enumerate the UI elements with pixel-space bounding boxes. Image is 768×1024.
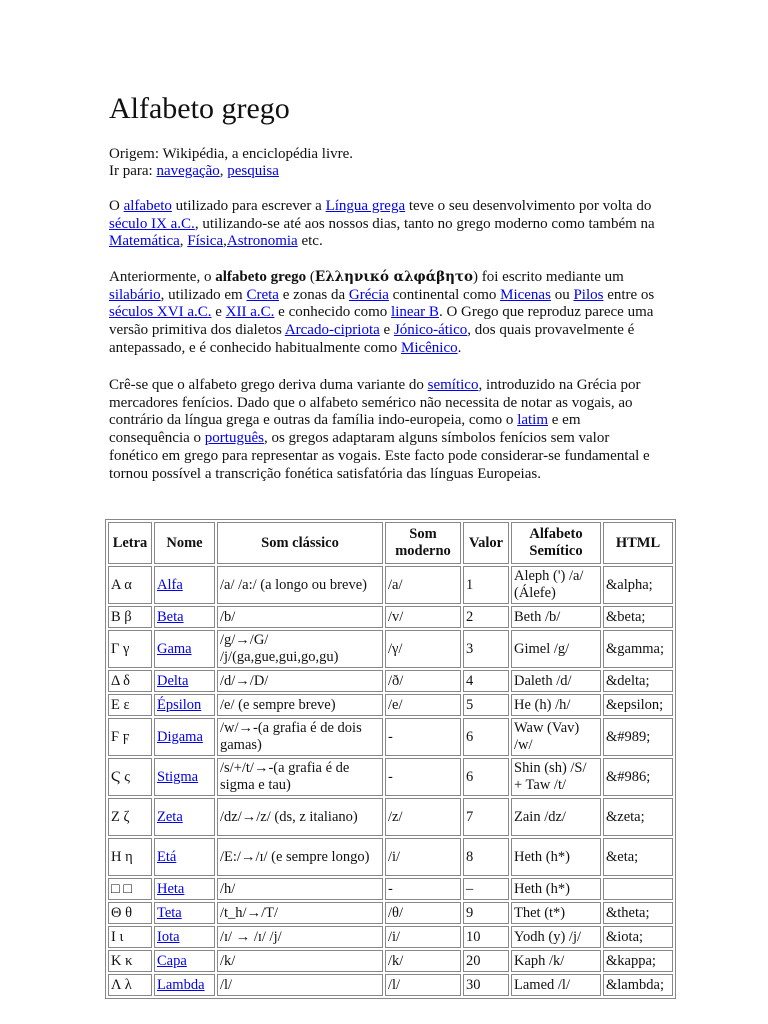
letter-name-link[interactable]: Delta	[157, 672, 189, 689]
cell-semitico: Yodh (y) /j/	[511, 926, 601, 948]
cell-semitico: Kaph /k/	[511, 950, 601, 972]
cell-valor: 3	[463, 630, 509, 668]
cell-moderno: /k/	[385, 950, 461, 972]
cell-nome	[154, 670, 215, 692]
link-matematica[interactable]: Matemática	[109, 233, 180, 250]
cell-som: /l/	[217, 974, 383, 996]
cell-valor: –	[463, 878, 509, 900]
cell-semitico: Heth (h*)	[511, 838, 601, 876]
cell-valor: 10	[463, 926, 509, 948]
cell-som: /k/	[217, 950, 383, 972]
cell-valor: 8	[463, 838, 509, 876]
cell-semitico: Daleth /d/	[511, 670, 601, 692]
cell-html: &eta;	[603, 838, 673, 876]
header-html: HTML	[603, 522, 673, 564]
cell-valor: 1	[463, 566, 509, 604]
link-micenico[interactable]: Micênico	[400, 339, 458, 356]
cell-nome	[154, 718, 215, 756]
letter-name-link[interactable]: Lambda	[157, 976, 205, 993]
goto-separator: ,	[219, 163, 228, 179]
header-valor: Valor	[463, 522, 509, 564]
letter-name-link[interactable]: Zeta	[157, 808, 183, 825]
cell-som: /ɪ/ → /ɪ/ /j/	[217, 926, 383, 948]
link-seculo-ix[interactable]: século IX a.C.	[109, 215, 195, 232]
table-row	[108, 630, 673, 668]
cell-semitico: Lamed /l/	[511, 974, 601, 996]
header-alfabeto-semitico: Alfabeto Semítico	[511, 522, 601, 564]
cell-nome	[154, 926, 215, 948]
cell-letra: Β β	[108, 606, 152, 628]
cell-nome	[154, 606, 215, 628]
letter-name-link[interactable]: Teta	[157, 904, 182, 921]
cell-moderno: /ð/	[385, 670, 461, 692]
cell-html: &alpha;	[603, 566, 673, 604]
link-xii-ac[interactable]: XII a.C.	[225, 304, 275, 321]
link-lingua-grega[interactable]: Língua grega	[325, 198, 406, 214]
link-pilos[interactable]: Pilos	[573, 286, 604, 303]
letter-name-link[interactable]: Heta	[157, 880, 185, 897]
cell-valor: 4	[463, 670, 509, 692]
link-portugues[interactable]: português	[204, 430, 264, 447]
cell-som: /d/→/D/	[217, 670, 383, 692]
table-row	[108, 694, 673, 716]
cell-valor: 6	[463, 758, 509, 796]
cell-nome	[154, 566, 215, 604]
cell-som: /a/ /a:/ (a longo ou breve)	[217, 566, 383, 604]
link-alfabeto[interactable]: alfabeto	[123, 198, 172, 214]
header-letra: Letra	[108, 522, 152, 564]
cell-letra: Θ θ	[108, 902, 152, 924]
table-row	[108, 798, 673, 836]
link-silabario[interactable]: silabário	[109, 286, 161, 303]
cell-nome	[154, 694, 215, 716]
link-linear-b[interactable]: linear B	[391, 304, 439, 321]
cell-html: &epsilon;	[603, 694, 673, 716]
table-row	[108, 606, 673, 628]
table-row	[108, 926, 673, 948]
page-title: Alfabeto grego	[109, 92, 290, 125]
table-row	[108, 670, 673, 692]
cell-letra: Δ δ	[108, 670, 152, 692]
cell-html: &beta;	[603, 606, 673, 628]
origin-paragraph: Crê-se que o alfabeto grego deriva duma variante do semítico, introduzido na Grécia por mercadores fenícios. Dado que o alfabeto semérico não necessita de notar as vogais, ao contrário da língua grega e outras da família indo-europeia, como o latim e em consequência o português, os gregos adaptaram alguns símbolos fenícios sem valor fonético em grego para representar as vogais. Este facto pode considerar-se fundamental e tornou possível a transcrição fonética satisfatória das línguas Europeias.	[109, 377, 650, 482]
cell-semitico: Waw (Vav) /w/	[511, 718, 601, 756]
table-row	[108, 758, 673, 796]
letter-name-link[interactable]: Stigma	[157, 768, 199, 785]
cell-semitico: Thet (t*)	[511, 902, 601, 924]
link-grecia[interactable]: Grécia	[348, 286, 389, 303]
cell-html: &theta;	[603, 902, 673, 924]
cell-moderno: /v/	[385, 606, 461, 628]
cell-som: /e/ (e sempre breve)	[217, 694, 383, 716]
link-jonico-atico[interactable]: Jónico-ático	[393, 322, 468, 339]
cell-letra: Ϛ ς	[108, 758, 152, 796]
table-row	[108, 718, 673, 756]
bold-term: alfabeto grego	[215, 269, 307, 285]
link-micenas[interactable]: Micenas	[500, 286, 551, 303]
cell-moderno: /γ/	[385, 630, 461, 668]
cell-nome	[154, 950, 215, 972]
letter-name-link[interactable]: Digama	[157, 728, 203, 745]
cell-letra: Η η	[108, 838, 152, 876]
cell-moderno: -	[385, 718, 461, 756]
letter-name-link[interactable]: Beta	[157, 608, 184, 625]
cell-som: /dz/→/z/ (ds, z italiano)	[217, 798, 383, 836]
cell-letra: Γ γ	[108, 630, 152, 668]
goto-line	[109, 163, 353, 180]
table-body	[108, 566, 673, 996]
cell-moderno: /i/	[385, 838, 461, 876]
navigation-link[interactable]: navegação	[156, 163, 220, 179]
cell-moderno: /a/	[385, 566, 461, 604]
cell-html: &kappa;	[603, 950, 673, 972]
cell-moderno: /z/	[385, 798, 461, 836]
cell-semitico: Beth /b/	[511, 606, 601, 628]
goto-label: Ir para:	[109, 163, 157, 179]
cell-som: /h/	[217, 878, 383, 900]
letter-name-link[interactable]: Épsilon	[157, 696, 202, 713]
cell-valor: 20	[463, 950, 509, 972]
article-meta	[109, 146, 353, 180]
cell-nome	[154, 902, 215, 924]
cell-html: &#989;	[603, 718, 673, 756]
cell-valor: 5	[463, 694, 509, 716]
cell-som: /s/+/t/→-(a grafia é de sigma e tau)	[217, 758, 383, 796]
link-semitico[interactable]: semítico	[427, 377, 479, 393]
link-fisica[interactable]: Física	[187, 233, 224, 250]
cell-semitico: Shin (sh) /S/ + Taw /t/	[511, 758, 601, 796]
cell-html: &zeta;	[603, 798, 673, 836]
cell-letra: Λ λ	[108, 974, 152, 996]
alphabet-table	[105, 519, 676, 999]
table-row	[108, 902, 673, 924]
cell-letra: Α α	[108, 566, 152, 604]
cell-letra: Ε ε	[108, 694, 152, 716]
cell-letra: Ζ ζ	[108, 798, 152, 836]
header-som-moderno: Som moderno	[385, 522, 461, 564]
cell-html: &lambda;	[603, 974, 673, 996]
cell-nome	[154, 758, 215, 796]
search-link[interactable]: pesquisa	[227, 163, 279, 179]
cell-semitico: He (h) /h/	[511, 694, 601, 716]
link-creta[interactable]: Creta	[246, 286, 279, 303]
cell-nome	[154, 838, 215, 876]
cell-nome	[154, 630, 215, 668]
cell-moderno: -	[385, 758, 461, 796]
cell-som: /b/	[217, 606, 383, 628]
cell-valor: 6	[463, 718, 509, 756]
letter-name-link[interactable]: Capa	[157, 952, 187, 969]
cell-nome	[154, 974, 215, 996]
cell-moderno: -	[385, 878, 461, 900]
cell-som: /E:/→/ɪ/ (e sempre longo)	[217, 838, 383, 876]
cell-moderno: /θ/	[385, 902, 461, 924]
table-row	[108, 838, 673, 876]
cell-semitico: Zain /dz/	[511, 798, 601, 836]
header-som-classico: Som clássico	[217, 522, 383, 564]
cell-html	[603, 878, 673, 900]
cell-letra: Κ κ	[108, 950, 152, 972]
cell-semitico: Gimel /g/	[511, 630, 601, 668]
cell-som: /g/→/G/ /j/(ga,gue,gui,go,gu)	[217, 630, 383, 668]
cell-semitico: Aleph (') /a/ (Álefe)	[511, 566, 601, 604]
history-paragraph: Anteriormente, o alfabeto grego (Ελληνικό αλφάβητο) foi escrito mediante um silabário, utilizado em Creta e zonas da Grécia continental como Micenas ou Pilos entre os séculos XVI a.C. e XII a.C. e conhecido como linear B. O Grego que reproduz parece uma versão primitiva dos dialetos Arcado-cipriota e Jónico-ático, dos quais provavelmente é antepassado, e é conhecido habitualmente como Micênico.	[109, 269, 655, 356]
cell-moderno: /e/	[385, 694, 461, 716]
cell-moderno: /l/	[385, 974, 461, 996]
bold-greek-term: Ελληνικό αλφάβητο	[314, 269, 474, 285]
cell-valor: 9	[463, 902, 509, 924]
table-row	[108, 566, 673, 604]
origin-line: Origem: Wikipédia, a enciclopédia livre.	[109, 146, 354, 162]
cell-html: &delta;	[603, 670, 673, 692]
cell-moderno: /i/	[385, 926, 461, 948]
cell-html: &iota;	[603, 926, 673, 948]
letter-name-link[interactable]: Alfa	[157, 576, 183, 593]
cell-valor: 30	[463, 974, 509, 996]
cell-nome	[154, 798, 215, 836]
cell-valor: 2	[463, 606, 509, 628]
cell-semitico: Heth (h*)	[511, 878, 601, 900]
cell-letra: Ϝ ϝ	[108, 718, 152, 756]
intro-paragraph: O alfabeto utilizado para escrever a Língua grega teve o seu desenvolvimento por volta do século IX a.C., utilizando-se até aos nossos dias, tanto no grego moderno como também na Matemática, Física,Astronomia etc.	[109, 198, 655, 250]
letter-name-link[interactable]: Iota	[157, 928, 180, 945]
cell-html: &#986;	[603, 758, 673, 796]
header-nome: Nome	[154, 522, 215, 564]
letter-name-link[interactable]: Gama	[157, 640, 192, 657]
cell-html: &gamma;	[603, 630, 673, 668]
cell-letra: Ι ι	[108, 926, 152, 948]
link-latim[interactable]: latim	[517, 412, 549, 429]
table-header-row	[108, 522, 673, 564]
table-row	[108, 878, 673, 900]
table-row	[108, 950, 673, 972]
cell-nome	[154, 878, 215, 900]
link-astronomia[interactable]: Astronomia	[226, 233, 298, 250]
cell-som: /t_h/→/T/	[217, 902, 383, 924]
cell-valor: 7	[463, 798, 509, 836]
table-row	[108, 974, 673, 996]
link-seculos-xvi[interactable]: séculos XVI a.C.	[109, 304, 212, 321]
link-arcado-cipriota[interactable]: Arcado-cipriota	[284, 322, 380, 339]
letter-name-link[interactable]: Etá	[157, 848, 177, 865]
cell-som: /w/→-(a grafia é de dois gamas)	[217, 718, 383, 756]
cell-letra: □ □	[108, 878, 152, 900]
